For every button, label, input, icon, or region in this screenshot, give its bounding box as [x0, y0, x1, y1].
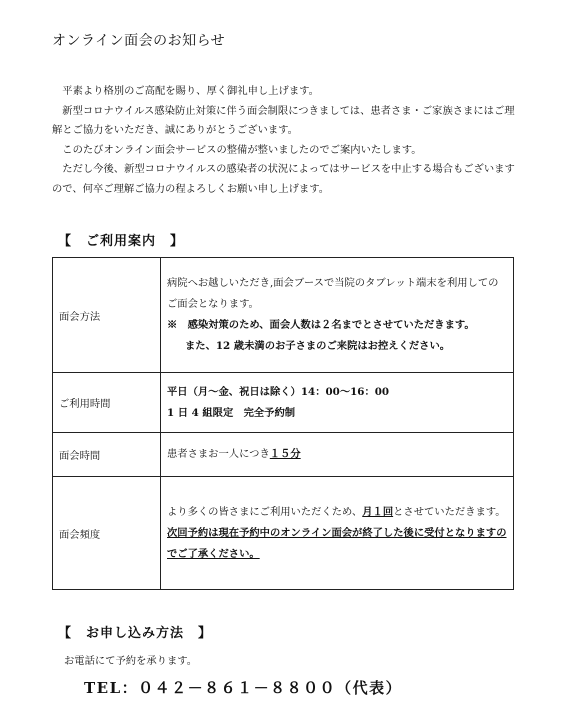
- method-note-2: また、12 歳未満のお子さまのご来院はお控えください。: [185, 340, 451, 352]
- row-frequency: [53, 477, 514, 590]
- row-method: [53, 258, 514, 373]
- apply-note: お電話にて予約を承ります。: [64, 655, 198, 667]
- intro-text: [52, 82, 522, 199]
- row-hours: [53, 373, 514, 433]
- intro-paragraph: 新型コロナウイルス感染防止対策に伴う面会制限につきましては、患者さま・ご家族さまにはご理解とご協力をいただき、誠にありがとうございます。: [52, 104, 515, 136]
- duration-value: １５分: [269, 448, 301, 460]
- guide-heading: 【 ご利用案内 】: [58, 234, 185, 249]
- frequency-pre: より多くの皆さまにご利用いただくため、: [167, 505, 363, 518]
- frequency-line: [167, 502, 507, 523]
- apply-heading: 【 お申し込み方法 】: [58, 626, 213, 641]
- label-frequency: 面会頻度: [53, 477, 161, 590]
- label-method: 面会方法: [53, 258, 161, 373]
- frequency-note: 次回予約は現在予約中のオンライン面会が終了した後に受付となりますのでご了承ください。: [167, 526, 507, 560]
- content-method: [161, 258, 514, 373]
- hours-line-2: 1 日 4 組限定 完全予約制: [167, 406, 296, 419]
- row-duration: [53, 433, 514, 477]
- frequency-post: とさせていただきます。: [393, 505, 506, 518]
- phone-number: TEL：０４２－８６１－８８００（代表）: [84, 679, 403, 697]
- intro-paragraph: ただし今後、新型コロナウイルスの感染者の状況によってはサービスを中止する場合もございますので、何卒ご理解ご協力の程よろしくお願い申し上げます。: [52, 163, 515, 195]
- notice-title: オンライン面会のお知らせ: [52, 33, 226, 49]
- note-mark: ※: [167, 319, 188, 331]
- method-note-1: 感染対策のため、面会人数は２名までとさせていただきます。: [187, 319, 475, 331]
- hours-line-1: 平日（月～金、祝日は除く）14：00～16：00: [167, 385, 390, 398]
- content-hours: [161, 373, 514, 433]
- method-line: 病院へお越しいただき,面会ブースで当院のタブレット端末を利用してのご面会となります。: [167, 277, 499, 310]
- guide-table: [52, 257, 514, 590]
- intro-paragraph: 平素より格別のご高配を賜り、厚く御礼申し上げます。: [62, 85, 319, 97]
- content-duration: [161, 433, 514, 477]
- duration-prefix: 患者さまお一人につき: [167, 448, 270, 460]
- content-frequency: [161, 477, 514, 590]
- frequency-value: 月１回: [362, 505, 394, 518]
- label-duration: 面会時間: [53, 433, 161, 477]
- method-note: [167, 315, 507, 336]
- intro-paragraph: このたびオンライン面会サービスの整備が整いましたのでご案内いたします。: [62, 143, 422, 156]
- label-hours: ご利用時間: [53, 373, 161, 433]
